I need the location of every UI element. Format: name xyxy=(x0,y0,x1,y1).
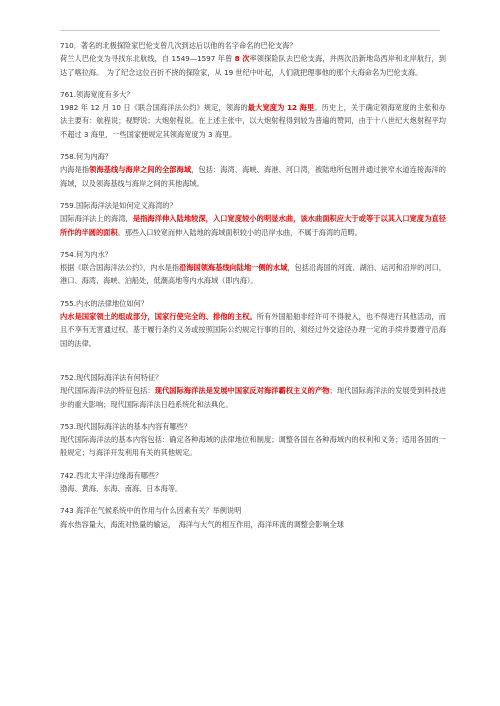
answer-segment: 现代国际海洋法的特征包括： xyxy=(60,386,155,396)
answer-text xyxy=(60,101,446,141)
answer-segment: 国际海洋法上的海湾， xyxy=(60,214,133,224)
question-title: 710．著名的北极探险家巴伦支曾几次到达后以他的名字命名的巴伦支海？ xyxy=(60,41,297,50)
question-title: 752.现代国际海洋法有何特征？ xyxy=(60,372,163,382)
section-gap xyxy=(60,359,446,371)
answer-segment: 率领探险队去巴伦支海，并两次沿新地岛西岸和北岸航行，到达了喀拉海。 为了纪念这位百折不挠的探险家，从 19 世纪中叶起，人们就把理事他的那个大海命名为巴伦支海。 xyxy=(60,54,446,77)
answer-segment: 荷兰人巴伦支为寻找东北航线，自 1549—1597 年曾 xyxy=(60,54,235,64)
answer-segment: 。历史上，关于确定领海宽度的主张和办法主要有：航程说；视野说；大炮射程说。在上述主张中，以大炮射程得到较为普遍的赞同，由于十八世纪大炮射程平均不超过 3 海里，一些国家便规定其领海宽度为 3 海里。 xyxy=(60,103,446,139)
question-title: 759.国际海洋法是如何定义海湾的？ xyxy=(60,200,177,210)
answer-text xyxy=(60,433,446,460)
question-title: 743 海洋在气候系统中的作用与什么因素有关？举例说明 xyxy=(60,506,242,516)
answer-text xyxy=(60,261,446,288)
highlighted-answer: 内水是国家领土的组成部分，国家行使完全的、排他的主权。 xyxy=(60,312,257,322)
answer-text xyxy=(60,212,446,239)
answer-text xyxy=(60,482,446,495)
qa-entry xyxy=(60,150,446,190)
qa-entry xyxy=(60,297,446,350)
answer-segment: 所有外国船舶非经许可不得驶入，也不得进行其他活动，而且不享有无害通过权。基于履行条约义务或按照国际公约规定行事的目的，须经过外交途径办理一定的手续并要遵守沿海国的法律。 xyxy=(60,312,446,348)
answer-segment: 渤海、黄海、东海、南海、日本海等。 xyxy=(60,484,183,494)
qa-entry xyxy=(60,504,446,531)
answer-segment: ，包括：海湾、海峡、海港、河口湾，被陆地所包围并通过狭窄水道连接海洋的海域，以及领海基线与海岸之间的其他海域。 xyxy=(60,165,446,188)
answer-text xyxy=(60,384,446,411)
qa-entry xyxy=(60,469,446,496)
highlighted-answer: 最大宽度为 12 海里 xyxy=(247,103,315,113)
qa-entry xyxy=(60,39,446,79)
answer-text xyxy=(60,163,446,190)
question-title: 761.领海宽度有多大？ xyxy=(60,89,134,99)
answer-segment: 根据《联合国海洋法公约》，内水是指 xyxy=(60,263,180,273)
highlighted-answer: 8 次 xyxy=(234,54,250,64)
question-title: 755.内水的法律地位如何？ xyxy=(60,298,148,308)
answer-text xyxy=(60,52,446,79)
qa-entry xyxy=(60,371,446,411)
highlighted-answer: 领海基线与海岸之间的全部海域 xyxy=(89,165,192,175)
qa-entry xyxy=(60,199,446,239)
answer-segment: ，包括沿海国的河流、湖泊、运河和沿岸的河口，港口、海湾、海峡、泊船处，低潮高地等内水海域（即内海）。 xyxy=(60,263,446,286)
qa-entry xyxy=(60,248,446,288)
qa-entry xyxy=(60,420,446,460)
question-title: 742.西北太平洋边缘海有哪些？ xyxy=(60,470,163,480)
answer-segment: 海水热容量大，海流对热量的输运， 海洋与大气的相互作用，海洋环流的调整会影响全球 xyxy=(60,519,344,529)
answer-segment: 现代国际海洋法的基本内容包括：确定各种海域的法律地位和制度；调整各国在各种海域内的权利和义务；适用各国的一般规定；与海洋开发利用有关的其他规定。 xyxy=(60,435,446,458)
answer-segment: 1982 年 12 月 10 日《联合国海洋法公约》规定，领海的 xyxy=(60,103,248,113)
document-page xyxy=(60,39,446,540)
highlighted-answer: 现代国际海洋法是发展中国家反对海洋霸权主义的产物 xyxy=(154,386,330,396)
highlighted-answer: 沿海国领海基线向陆地一侧的水域 xyxy=(179,263,288,273)
qa-entry xyxy=(60,88,446,141)
top-rule xyxy=(60,30,440,31)
question-title: 758.何为内海？ xyxy=(60,152,112,162)
question-title: 753.现代国际海洋法的基本内容有哪些？ xyxy=(60,421,192,431)
answer-text xyxy=(60,310,446,350)
answer-text xyxy=(60,518,446,531)
highlighted-answer: 是指海洋伸入陆地较深，入口宽度较小的明显水曲，该水曲面积应大于或等于以其入口宽度为直径所作的半圆的面积 xyxy=(60,214,446,237)
answer-segment: ；现代国际海洋法的发展受到科技进步的重大影响；现代国际海洋法日趋系统化和法典化。 xyxy=(60,386,446,409)
answer-segment: 。那些入口较宽而伸入陆地的海域面积较小的沿岸水曲，不属于海湾的范畴。 xyxy=(117,227,362,237)
answer-segment: 内海是指 xyxy=(60,165,90,175)
question-title: 754.何为内水？ xyxy=(60,249,112,259)
